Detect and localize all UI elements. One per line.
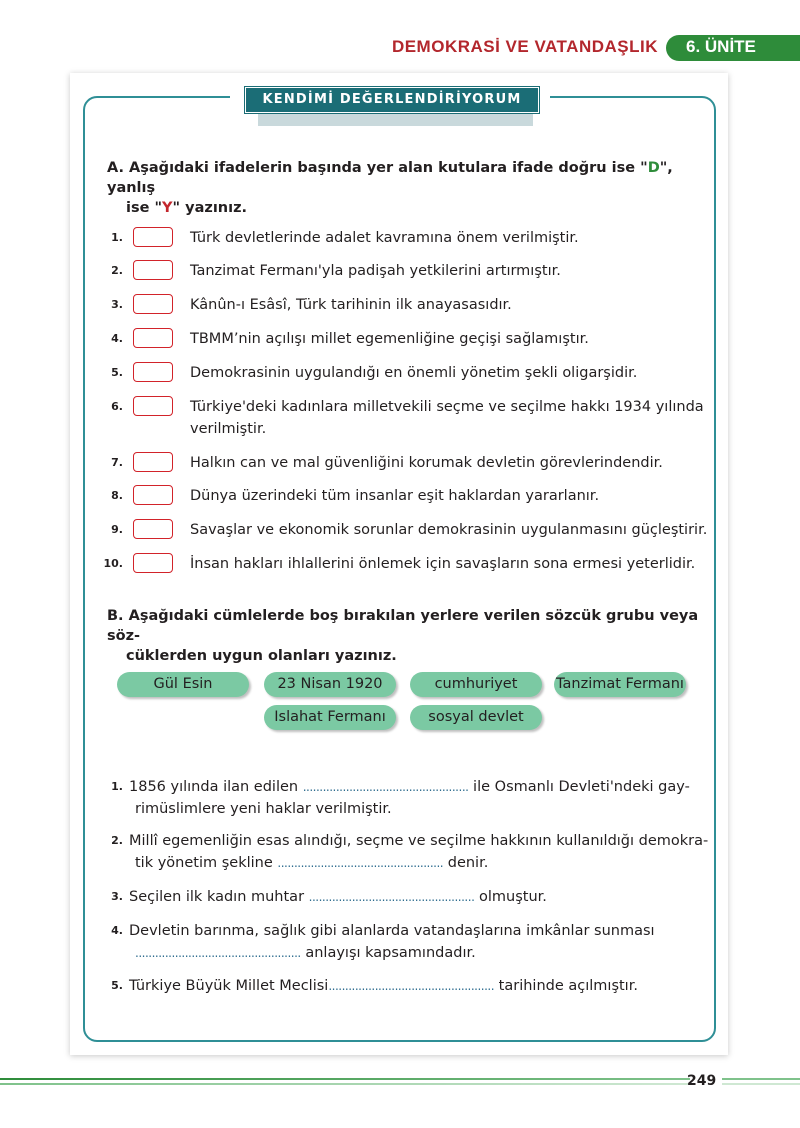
letter-y: Y	[162, 200, 173, 216]
statement-text: Halkın can ve mal güvenliğini korumak devletin görevlerindendir.	[190, 455, 663, 471]
statement-text: TBMM’nin açılışı millet egemenliğine geçişi sağlamıştır.	[190, 331, 589, 347]
item-number: 3.	[111, 298, 123, 311]
answer-box[interactable]	[133, 396, 173, 416]
chapter-title: DEMOKRASİ VE VATANDAŞLIK	[391, 37, 658, 56]
word-chip: Tanzimat Fermanı	[554, 672, 686, 697]
item-number: 9.	[111, 523, 123, 536]
item-number: 10.	[103, 557, 123, 570]
footer-line	[722, 1078, 800, 1080]
statement-text: Tanzimat Fermanı'yla padişah yetkilerini artırmıştır.	[190, 263, 561, 279]
word-chip: Gül Esin	[117, 672, 249, 697]
word-chip: Islahat Fermanı	[264, 705, 396, 730]
item-number: 7.	[111, 456, 123, 469]
word-chip: cumhuriyet	[410, 672, 542, 697]
item-number: 6.	[111, 400, 123, 413]
answer-box[interactable]	[133, 294, 173, 314]
footer-line	[0, 1078, 690, 1080]
item-number: 5.	[111, 366, 123, 379]
answer-box[interactable]	[133, 227, 173, 247]
answer-box[interactable]	[133, 553, 173, 573]
answer-box[interactable]	[133, 519, 173, 539]
answer-blank[interactable]: ..................................................	[328, 979, 495, 993]
answer-box[interactable]	[133, 260, 173, 280]
footer-line	[0, 1083, 690, 1085]
statement-text: İnsan hakları ihlallerini önlemek için savaşların sona ermesi yeterlidir.	[190, 556, 696, 572]
letter-d: D	[647, 160, 660, 176]
statement-text: Kânûn-ı Esâsî, Türk tarihinin ilk anayasasıdır.	[190, 297, 512, 313]
answer-box[interactable]	[133, 485, 173, 505]
item-number: 4.	[111, 332, 123, 345]
item-number: 1.	[111, 231, 123, 244]
word-chip: sosyal devlet	[410, 705, 542, 730]
word-chip: 23 Nisan 1920	[264, 672, 396, 697]
answer-blank[interactable]: ..................................................	[302, 780, 469, 794]
section-b-heading: B. Aşağıdaki cümlelerde boş bırakılan yerlere verilen sözcük grubu veya söz- cüklerden uygun olanları yazınız.	[107, 608, 699, 664]
statement-text: Savaşlar ve ekonomik sorunlar demokrasinin uygulanmasını güçleştirir.	[190, 522, 708, 538]
statement-text: Dünya üzerindeki tüm insanlar eşit haklardan yararlanır.	[190, 488, 600, 504]
statement-text: Demokrasinin uygulandığı en önemli yönetim şekli oligarşidir.	[190, 365, 638, 381]
item-number: 8.	[111, 489, 123, 502]
unit-label: 6. ÜNİTE	[686, 37, 756, 56]
answer-box[interactable]	[133, 452, 173, 472]
unit-badge	[666, 35, 800, 61]
answer-box[interactable]	[133, 362, 173, 382]
answer-box[interactable]	[133, 328, 173, 348]
footer-line	[722, 1083, 800, 1085]
section-banner: KENDİMİ DEĞERLENDİRİYORUM	[245, 87, 539, 113]
item-number: 2.	[111, 264, 123, 277]
section-a-heading: A. Aşağıdaki ifadelerin başında yer alan kutulara ifade doğru ise "D", yanlış ise "Y" yazınız.	[107, 160, 673, 216]
answer-blank[interactable]: ..................................................	[135, 946, 301, 960]
statement-text: Türk devletlerinde adalet kavramına önem verilmiştir.	[190, 230, 579, 246]
answer-blank[interactable]: ..................................................	[277, 856, 444, 870]
answer-blank[interactable]: ..................................................	[308, 890, 475, 904]
page-number: 249	[687, 1073, 717, 1089]
statement-text: Türkiye'deki kadınlara milletvekili seçme ve seçilme hakkı 1934 yılında verilmiştir.	[190, 399, 704, 437]
